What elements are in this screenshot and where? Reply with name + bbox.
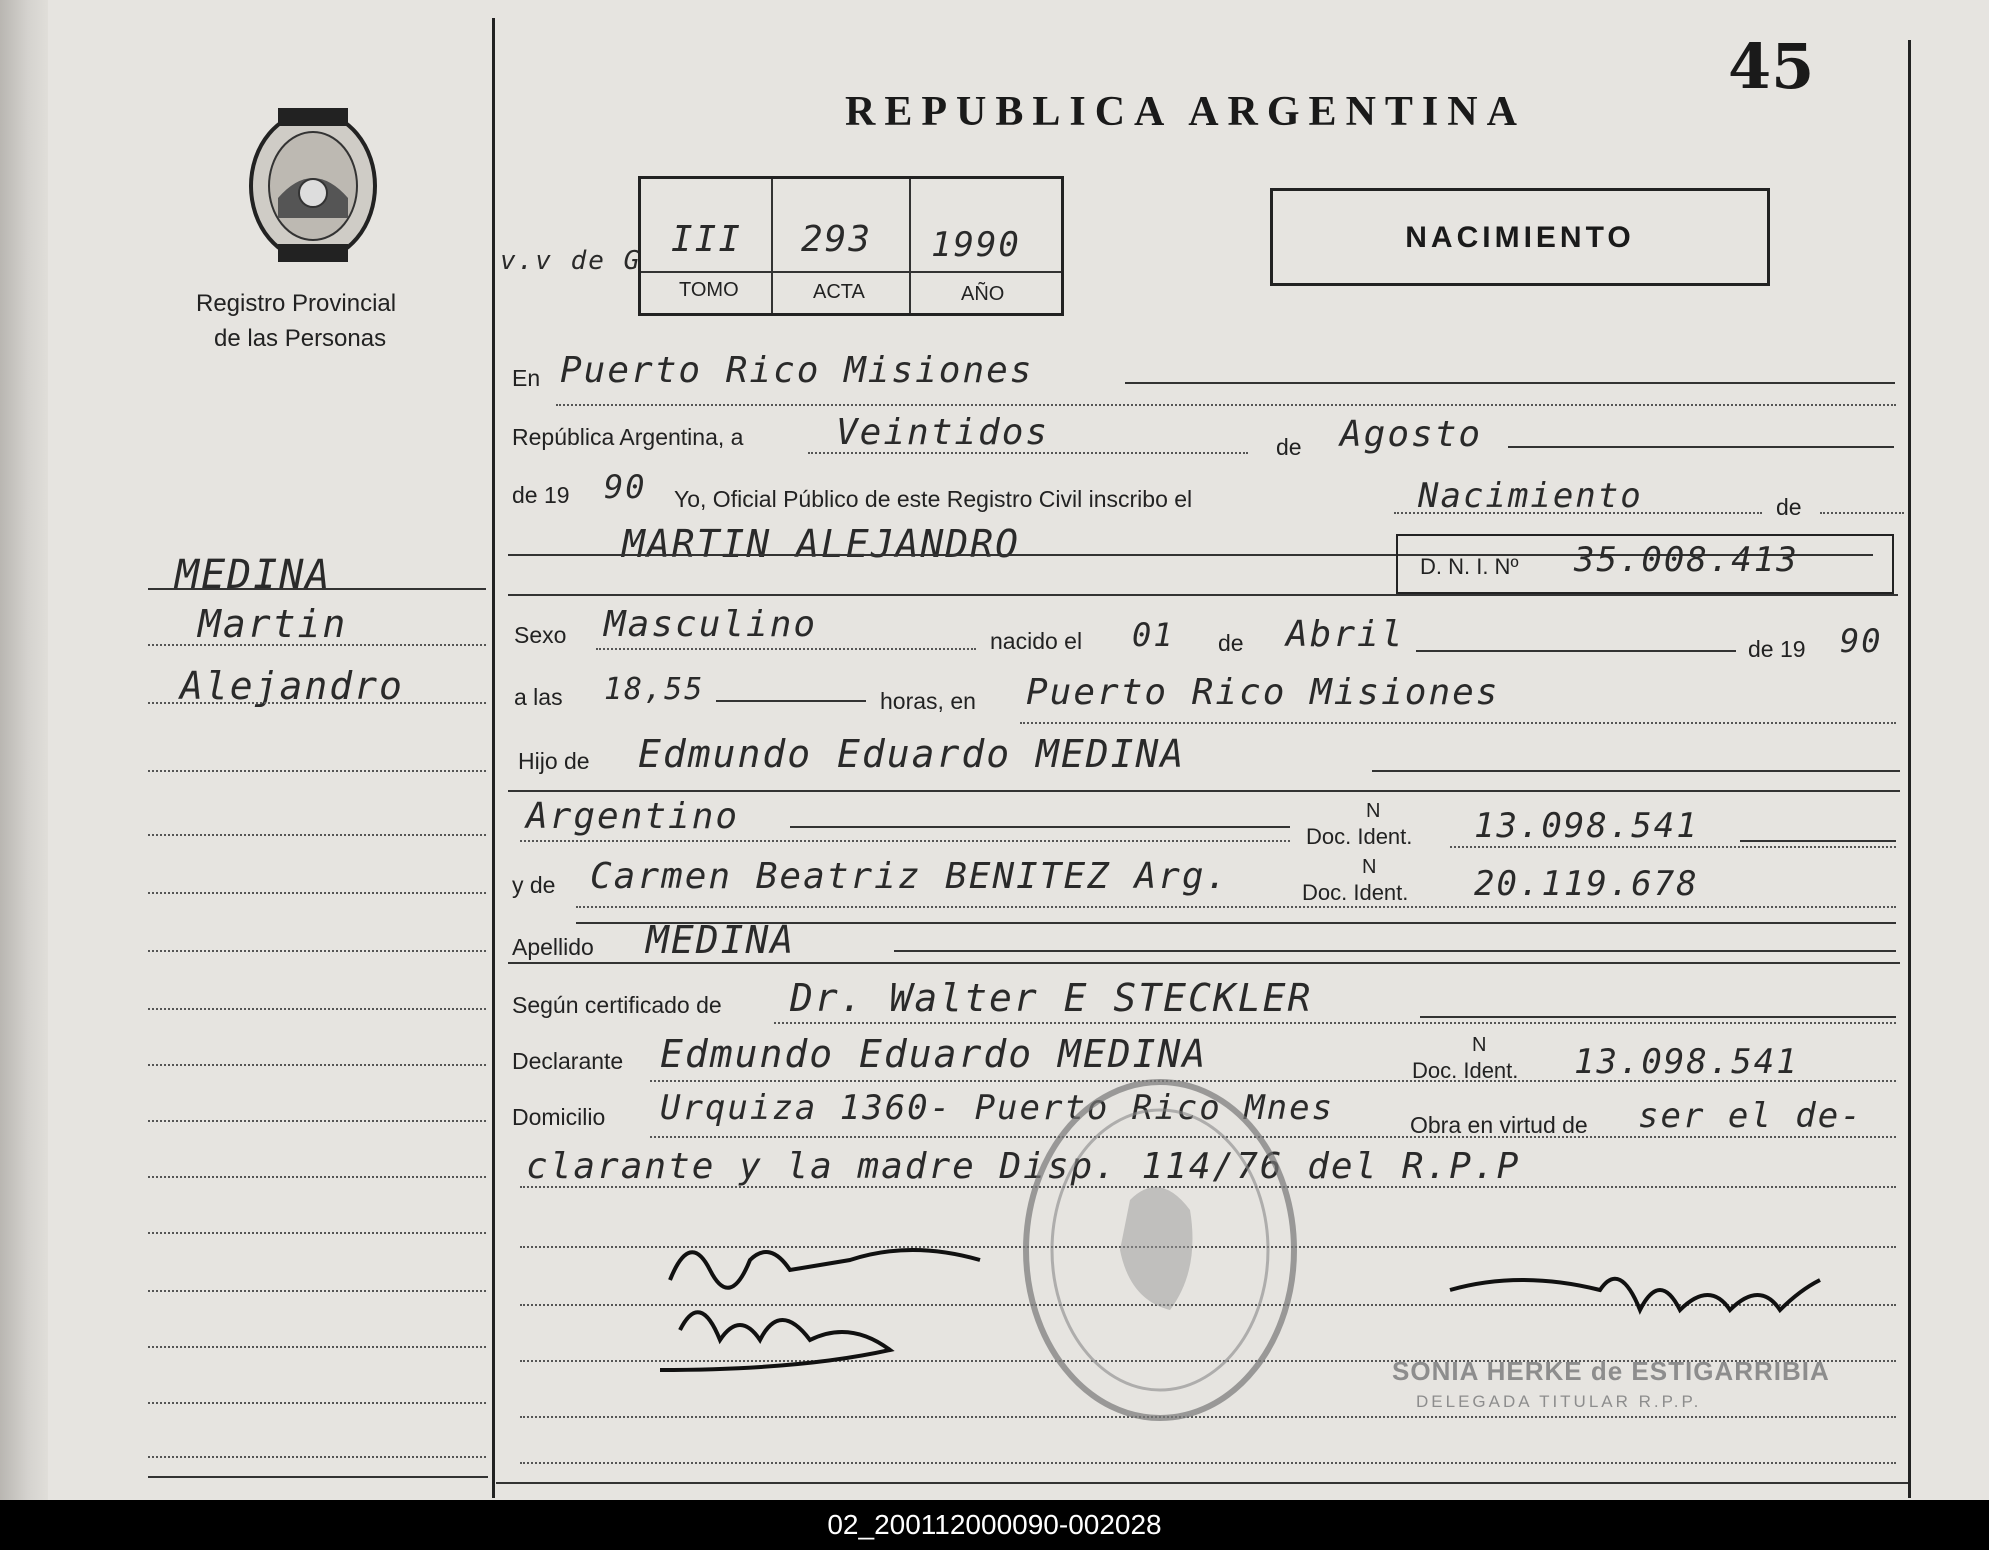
horas-label: horas, en xyxy=(880,688,976,714)
en-label: En xyxy=(512,365,541,391)
nacido-label: nacido el xyxy=(990,628,1083,654)
margin-given-2: Alejandro xyxy=(180,664,404,708)
binding-spine xyxy=(0,0,48,1500)
father-doc: 13.098.541 xyxy=(1474,806,1699,846)
declarante-doc-label: Doc. Ident. xyxy=(1412,1058,1519,1083)
birth-day: 01 xyxy=(1132,616,1175,654)
dni-label: D. N. I. Nº xyxy=(1420,554,1519,579)
hour-value: 18,55 xyxy=(604,672,705,707)
alas-label: a las xyxy=(514,684,563,710)
dni-value: 35.008.413 xyxy=(1574,540,1799,580)
stamp-name: SONIA HERKE de ESTIGARRIBIA xyxy=(1392,1356,1830,1386)
year-value: 90 xyxy=(604,468,647,506)
father-doc-n: N xyxy=(1366,800,1381,822)
obra-value-1: ser el de- xyxy=(1638,1096,1863,1136)
obra-value-2: clarante y la madre Disp. 114/76 del R.P.P xyxy=(526,1146,1521,1187)
republica-label: República Argentina, a xyxy=(512,424,744,450)
country-title: REPUBLICA ARGENTINA xyxy=(845,89,1526,135)
tomo-value: III xyxy=(671,219,743,260)
en-value: Puerto Rico Misiones xyxy=(560,350,1034,391)
father-nationality: Argentino xyxy=(526,796,740,837)
margin-surname: MEDINA xyxy=(175,552,332,598)
dni-box xyxy=(1396,534,1894,594)
acta-value: 293 xyxy=(801,219,873,260)
archive-id: 02_200112000090-002028 xyxy=(0,1500,1989,1550)
declarante-doc-n: N xyxy=(1472,1034,1487,1056)
mother-doc: 20.119.678 xyxy=(1474,864,1699,904)
sexo-value: Masculino xyxy=(604,604,818,645)
yo-label: Yo, Oficial Público de este Registro Civil inscribo el xyxy=(674,486,1193,512)
apellido-label: Apellido xyxy=(512,934,594,960)
de-label-2: de xyxy=(1776,494,1802,520)
declarante-doc: 13.098.541 xyxy=(1574,1042,1799,1082)
declarant-signature-icon xyxy=(650,1220,1030,1390)
anio-label: AÑO xyxy=(961,283,1005,305)
domicilio-label: Domicilio xyxy=(512,1104,606,1130)
cert-value: Dr. Walter E STECKLER xyxy=(790,976,1313,1020)
page-number: 45 xyxy=(1728,30,1815,103)
tomo-label: TOMO xyxy=(679,279,739,301)
obra-label: Obra en virtud de xyxy=(1410,1112,1588,1138)
place-value: Puerto Rico Misiones xyxy=(1026,672,1500,713)
registry-line-2: de las Personas xyxy=(214,325,387,352)
de-label-1: de xyxy=(1276,434,1302,460)
day-value: Veintidos xyxy=(836,412,1050,453)
domicilio-value: Urquiza 1360- Puerto Rico Mnes xyxy=(660,1088,1335,1128)
margin-given-1: Martin xyxy=(198,602,348,646)
declarante-label: Declarante xyxy=(512,1048,624,1074)
act-type-label: NACIMIENTO xyxy=(1405,221,1635,254)
margin-divider xyxy=(492,18,495,1498)
right-border xyxy=(1908,40,1911,1498)
act-type-box xyxy=(1270,188,1770,286)
name-value: MARTIN ALEJANDRO xyxy=(622,522,1021,566)
mother-value: Carmen Beatriz BENITEZ Arg. xyxy=(590,856,1230,897)
acta-label: ACTA xyxy=(813,281,865,303)
apellido-value: MEDINA xyxy=(646,918,796,962)
official-stamp-icon xyxy=(1010,1070,1310,1430)
de19b-label: de 19 xyxy=(1748,636,1806,662)
birth-month: Abril xyxy=(1286,614,1405,655)
acto-value: Nacimiento xyxy=(1418,476,1643,516)
sexo-label: Sexo xyxy=(514,622,567,648)
declarante-value: Edmundo Eduardo MEDINA xyxy=(660,1032,1208,1076)
de-label-3: de xyxy=(1218,630,1244,656)
hijo-label: Hijo de xyxy=(518,748,590,774)
segun-label: Según certificado de xyxy=(512,992,722,1018)
father-value: Edmundo Eduardo MEDINA xyxy=(638,732,1186,776)
father-doc-label: Doc. Ident. xyxy=(1306,824,1413,849)
provincial-seal-icon xyxy=(238,98,388,268)
birth-year: 90 xyxy=(1840,622,1883,660)
month-value: Agosto xyxy=(1340,414,1483,455)
mother-doc-n: N xyxy=(1362,856,1377,878)
registry-line-1: Registro Provincial xyxy=(196,290,397,317)
de19-label: de 19 xyxy=(512,482,570,508)
yde-label: y de xyxy=(512,872,556,898)
record-table xyxy=(638,176,1064,316)
mother-doc-label: Doc. Ident. xyxy=(1302,880,1409,905)
ref-note: v.v de G xyxy=(500,246,642,276)
stamp-role: DELEGADA TITULAR R.P.P. xyxy=(1416,1392,1702,1411)
anio-value: 1990 xyxy=(931,225,1021,265)
